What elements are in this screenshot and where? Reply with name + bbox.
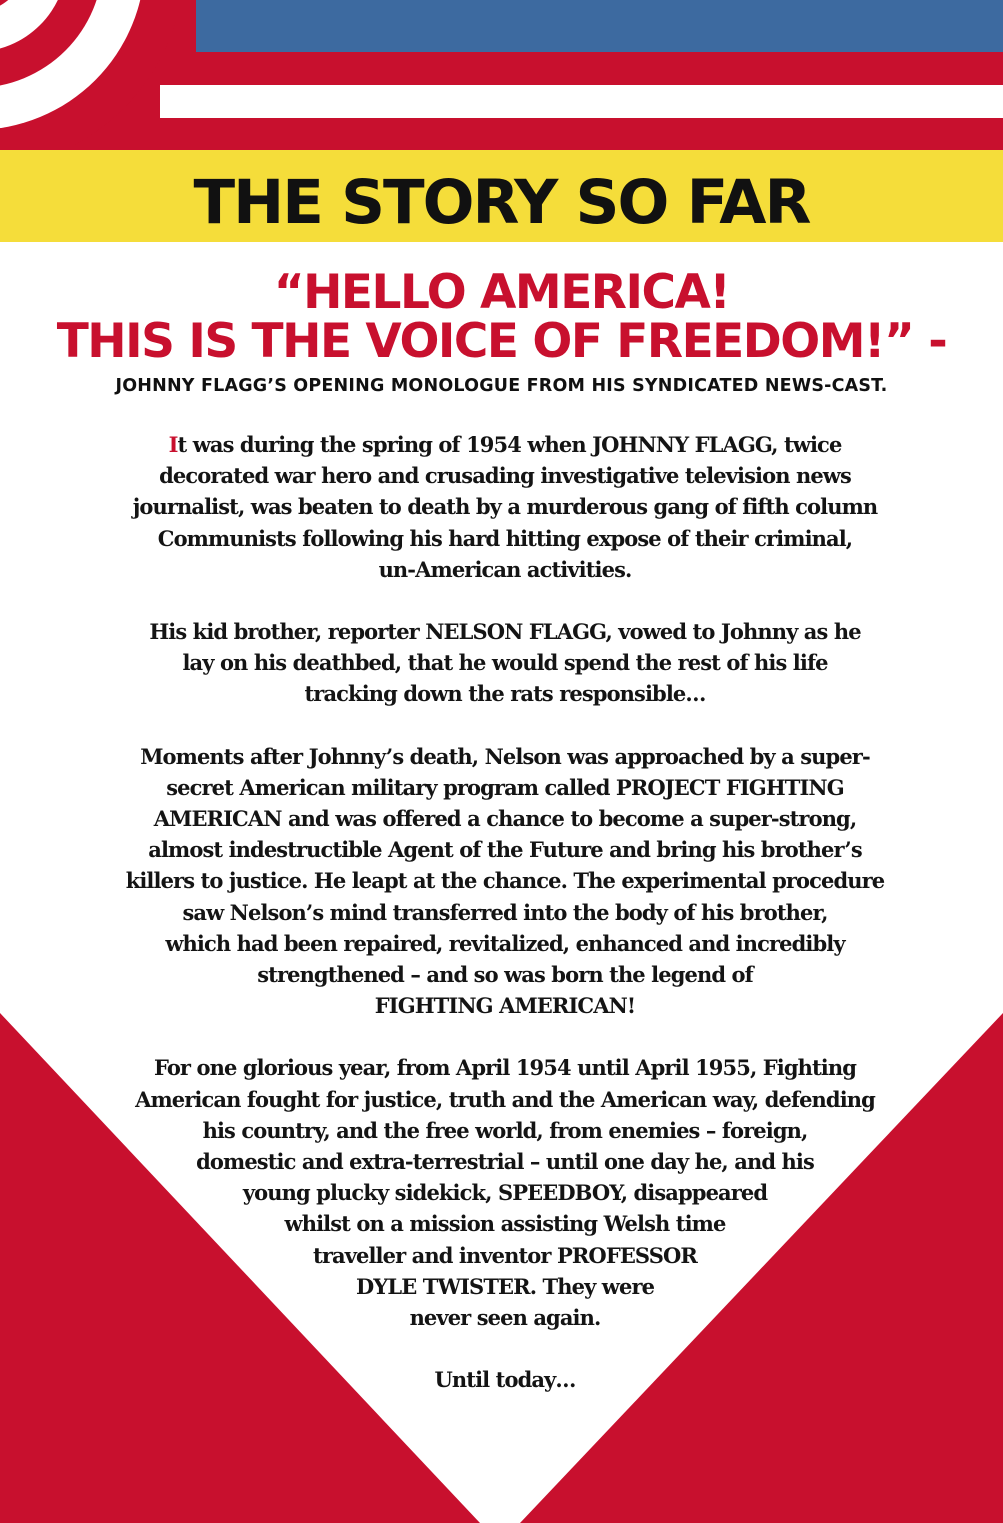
story-line: [120, 460, 890, 491]
story-line-text: tracking down the rats responsible…: [304, 681, 706, 707]
story-line: [120, 1084, 890, 1115]
story-line: [120, 897, 890, 928]
story-line: [120, 803, 890, 834]
title-banner: [0, 150, 1003, 242]
story-line-text: his country, and the free world, from enemies – foreign,: [202, 1117, 808, 1143]
story-line: [120, 1115, 890, 1146]
story-line: [120, 928, 890, 959]
story-line-text: domestic and extra-terrestrial – until one day he, and his: [196, 1149, 814, 1175]
story-line-text: FIGHTING AMERICAN!: [374, 993, 636, 1019]
story-line: [120, 678, 890, 709]
story-line-text: AMERICAN and was offered a chance to become a super-strong,: [153, 806, 857, 832]
story-line: [120, 1208, 890, 1239]
quote-line-2: THIS IS THE VOICE OF FREEDOM!” -: [56, 314, 947, 369]
page-title: THE STORY SO FAR: [193, 166, 810, 238]
story-line-text: saw Nelson’s mind transferred into the body of his brother,: [182, 899, 828, 925]
stripe-blue: [196, 0, 1003, 52]
story-line: [120, 1302, 890, 1333]
story-line: [120, 1146, 890, 1177]
quote-attribution: JOHNNY FLAGG’S OPENING MONOLOGUE FROM HIS SYNDICATED NEWS-CAST.: [115, 376, 888, 396]
story-line-text: Communists following his hard hitting expose of their criminal,: [157, 525, 853, 551]
story-line-text: killers to justice. He leapt at the chance. The experimental procedure: [125, 868, 885, 894]
headline-quote: [0, 265, 1003, 369]
story-line-text: Until today…: [434, 1367, 576, 1393]
story-line-text: lay on his deathbed, that he would spend the rest of his life: [182, 650, 828, 676]
story-line-text: un-American activities.: [378, 556, 632, 582]
story-paragraph: [120, 429, 890, 585]
story-line-text: decorated war hero and crusading investigative television news: [159, 463, 851, 489]
story-paragraph: [120, 616, 890, 710]
story-line: [120, 741, 890, 772]
story-line: [120, 865, 890, 896]
story-line-text: American fought for justice, truth and the American way, defending: [135, 1086, 875, 1112]
quote-line-1: “HELLO AMERICA!: [273, 265, 730, 320]
story-line-text: For one glorious year, from April 1954 until April 1955, Fighting: [153, 1055, 857, 1081]
story-line: [120, 429, 890, 460]
story-line-text: His kid brother, reporter NELSON FLAGG, vowed to Johnny as he: [149, 619, 861, 645]
story-line: [120, 1364, 890, 1395]
story-line: [120, 834, 890, 865]
story-line: [120, 1177, 890, 1208]
story-line: [120, 1052, 890, 1083]
story-paragraph: [120, 1052, 890, 1333]
story-paragraph: [120, 1364, 890, 1395]
story-line-text: DYLE TWISTER. They were: [355, 1273, 655, 1299]
story-line-text: Moments after Johnny’s death, Nelson was approached by a super-: [140, 743, 870, 769]
story-line-text: whilst on a mission assisting Welsh time: [284, 1211, 726, 1237]
story-line: [120, 647, 890, 678]
story-line-text: traveller and inventor PROFESSOR: [313, 1242, 697, 1268]
story-line-text: which had been repaired, revitalized, enhanced and incredibly: [165, 930, 845, 956]
story-line-text: never seen again.: [409, 1305, 601, 1331]
story-line-text: almost indestructible Agent of the Future and bring his brother’s: [148, 837, 862, 863]
story-line: [120, 772, 890, 803]
story-line: [120, 523, 890, 554]
story-line: [120, 491, 890, 522]
story-line: [120, 959, 890, 990]
story-line-text: journalist, was beaten to death by a murderous gang of fifth column: [132, 494, 878, 520]
story-line-text: strengthened – and so was born the legend of: [257, 962, 753, 988]
story-line-text: t was during the spring of 1954 when JOHNNY FLAGG, twice: [177, 432, 842, 457]
story-body: [120, 429, 890, 1426]
story-line-text: young plucky sidekick, SPEEDBOY, disappeared: [242, 1180, 768, 1206]
story-line: [120, 990, 890, 1021]
story-line: [120, 554, 890, 585]
story-line-text: secret American military program called PROJECT FIGHTING: [166, 774, 844, 800]
story-line: [120, 1240, 890, 1271]
stripe-white: [160, 85, 1003, 118]
story-paragraph: [120, 741, 890, 1022]
story-line: [120, 616, 890, 647]
drop-cap: I: [168, 432, 178, 457]
story-line: [120, 1271, 890, 1302]
